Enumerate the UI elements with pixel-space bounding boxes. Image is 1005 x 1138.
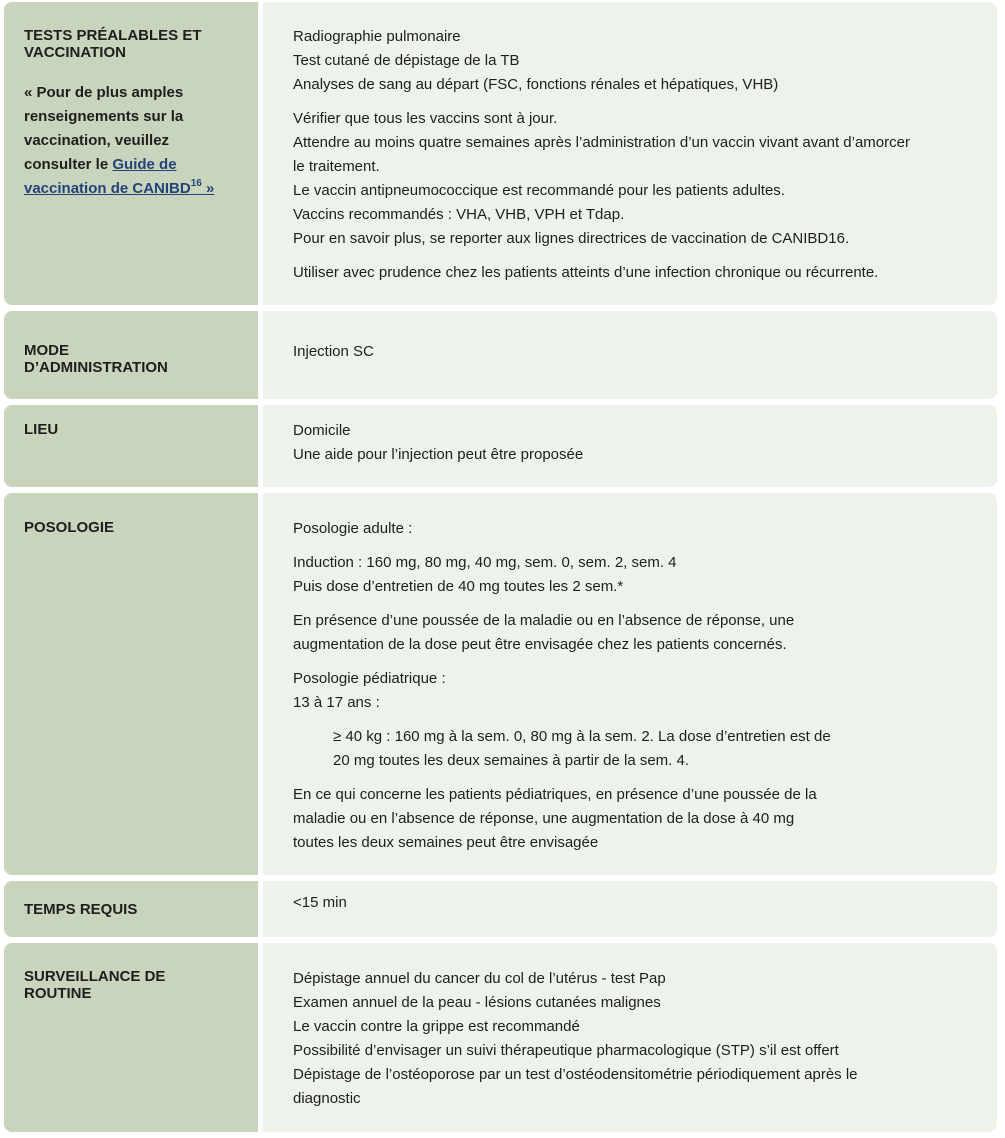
row-content: [263, 405, 997, 487]
row-heading: TEMPS REQUIS: [24, 901, 138, 918]
text-line: Analyses de sang au départ (FSC, fonctions rénales et hépatiques, VHB): [293, 76, 779, 93]
row-content: [263, 2, 997, 305]
text-line: <15 min: [293, 894, 347, 911]
text-line: 20 mg toutes les deux semaines à partir de la sem. 4.: [333, 752, 690, 769]
text-line: Le vaccin contre la grippe est recommandé: [293, 1018, 580, 1035]
row-content: [263, 943, 997, 1132]
text-line: Posologie adulte :: [293, 520, 413, 537]
row-heading: POSOLOGIE: [24, 519, 115, 536]
text-line: ≥ 40 kg : 160 mg à la sem. 0, 80 mg à la sem. 2. La dose d’entretien est de: [333, 728, 831, 745]
text-line: Dépistage annuel du cancer du col de l’utérus - test Pap: [293, 970, 666, 987]
text-line: Posologie pédiatrique :: [293, 670, 446, 687]
row-tests-vaccination: [4, 2, 997, 305]
row-label: [4, 405, 258, 487]
note-prefix: « Pour de plus amples renseignements sur la vaccination, veuillez consulter le: [24, 84, 184, 173]
vaccination-guide-link[interactable]: Guide de vaccination de CANIBD$^{16}$ »: [24, 156, 215, 197]
row-content: [263, 881, 997, 937]
text-line: Le vaccin antipneumococcique est recommandé pour les patients adultes.: [293, 182, 785, 199]
text-line: augmentation de la dose peut être envisagée chez les patients concernés.: [293, 636, 787, 653]
text-line: Attendre au moins quatre semaines après l’administration d’un vaccin vivant avant d’amorcer: [293, 134, 910, 151]
row-heading: LIEU: [24, 421, 59, 438]
row-mode-administration: [4, 311, 997, 399]
row-surveillance: [4, 943, 997, 1132]
text-line: Examen annuel de la peau - lésions cutanées malignes: [293, 994, 661, 1011]
text-line: 13 à 17 ans :: [293, 694, 380, 711]
text-line: Vaccins recommandés : VHA, VHB, VPH et Tdap.: [293, 206, 625, 223]
reference-sup: 16: [190, 178, 202, 189]
row-label: [4, 881, 258, 937]
text-line: Une aide pour l’injection peut être proposée: [293, 446, 584, 463]
text-line: Test cutané de dépistage de la TB: [293, 52, 520, 69]
text-line: Domicile: [293, 422, 351, 439]
text-line: toutes les deux semaines peut être envisagée: [293, 834, 599, 851]
text-line: Injection SC: [293, 343, 374, 360]
text-line: Puis dose d’entretien de 40 mg toutes les 2 sem.*: [293, 578, 624, 595]
row-heading: SURVEILLANCE DE ROUTINE: [24, 968, 166, 1002]
row-label: [4, 493, 258, 875]
text-line: Vérifier que tous les vaccins sont à jour.: [293, 110, 558, 127]
row-label: [4, 311, 258, 399]
row-heading: MODE D’ADMINISTRATION: [24, 342, 168, 376]
text-line: Dépistage de l’ostéoporose par un test d’ostéodensitométrie périodiquement après le: [293, 1066, 858, 1083]
row-content: [263, 311, 997, 399]
row-label: [4, 2, 258, 305]
text-line: En ce qui concerne les patients pédiatriques, en présence d’une poussée de la: [293, 786, 817, 803]
text-line: le traitement.: [293, 158, 380, 175]
row-posologie: [4, 493, 997, 875]
row-content: [263, 493, 997, 875]
text-line: Possibilité d’envisager un suivi thérapeutique pharmacologique (STP) s’il est offert: [293, 1042, 839, 1059]
text-line: maladie ou en l’absence de réponse, une augmentation de la dose à 40 mg: [293, 810, 795, 827]
text-line: Radiographie pulmonaire: [293, 28, 461, 45]
text-line: Induction : 160 mg, 80 mg, 40 mg, sem. 0, sem. 2, sem. 4: [293, 554, 677, 571]
vaccination-note: [24, 81, 228, 201]
text-line: diagnostic: [293, 1090, 361, 1107]
row-temps-requis: [4, 881, 997, 937]
text-line: Utiliser avec prudence chez les patients atteints d’une infection chronique ou récurrente.: [293, 264, 879, 281]
row-label: [4, 943, 258, 1132]
text-line: Pour en savoir plus, se reporter aux lignes directrices de vaccination de CANIBD16.: [293, 230, 850, 247]
row-heading: TESTS PRÉALABLES ET VACCINATION: [24, 27, 202, 61]
text-line: En présence d’une poussée de la maladie ou en l’absence de réponse, une: [293, 612, 795, 629]
row-lieu: [4, 405, 997, 487]
